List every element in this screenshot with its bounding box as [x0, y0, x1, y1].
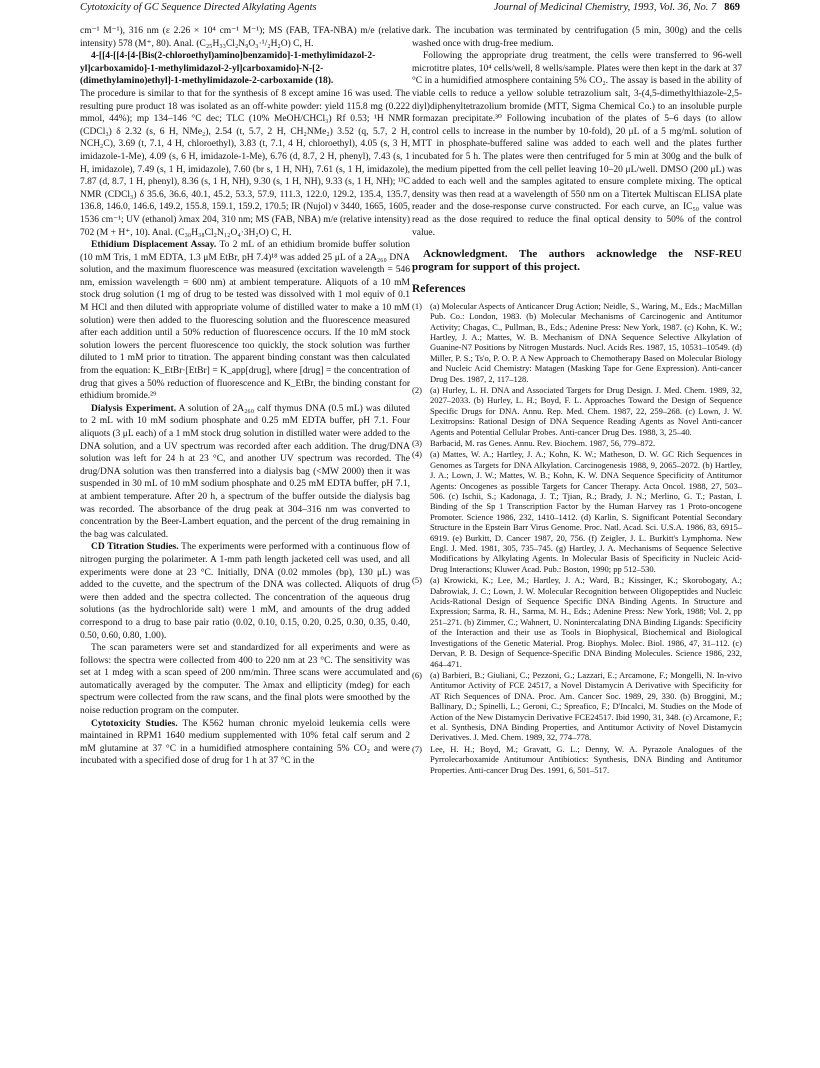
reference-item	[412, 301, 742, 384]
reference-item	[412, 438, 742, 448]
cd-titration-heading: CD Titration Studies.	[91, 542, 179, 553]
page-number: 869	[724, 2, 740, 13]
cd-titration-paragraph	[80, 541, 410, 642]
acknowledgment-paragraph	[412, 248, 742, 274]
journal-citation: Journal of Medicinal Chemistry, 1993, Vol. 36, No. 7	[493, 2, 717, 13]
reference-number: (4)	[412, 449, 422, 460]
acknowledgment-heading: Acknowledgment.	[423, 248, 508, 261]
running-head-title: Cytotoxicity of GC Sequence Directed Alkylating Agents	[80, 2, 317, 13]
dialysis-heading: Dialysis Experiment.	[91, 403, 177, 414]
reference-text: Barbacid, M. ras Genes. Annu. Rev. Biochem. 1987, 56, 779–872.	[430, 437, 656, 448]
cytotoxicity-text: The K562 human chronic myeloid leukemia cells were maintained in RPM1 1640 medium supplemented with 10% fetal calf serum and 2 mM glutamine at 37 °C in a humidified atmosphere containing 5% CO₂ and were incubated with a specified dose of drug for 1 h at 37 °C in the	[80, 718, 410, 767]
compound-18-title: 4-[[4-[[4-[4-[Bis(2-chloroethyl)amino]benzamido]-1-methylimidazol-2-yl]carboxamido]-1-methylimidazol-2-yl]carboxamido]-N-[2-(dimethylamino)ethyl]-1-methylimidazole-2-carboxamide (18).	[80, 51, 376, 87]
running-head	[80, 2, 740, 18]
continued-paragraph-right: dark. The incubation was terminated by centrifugation (5 min, 300g) and the cells washed once with drug-free medium.	[412, 26, 742, 49]
reference-text: Lee, H. H.; Boyd, M.; Gravatt, G. L.; Denny, W. A. Pyrazole Analogues of the Pyrrolecarboxamide Antitumour Antibiotics: Synthesis, DNA Binding and Antitumor Properties. Anti-cancer Drug Des. 1991, 6, 501–517.	[430, 743, 742, 775]
reference-text: (a) Molecular Aspects of Anticancer Drug Action; Neidle, S., Waring, M., Eds.; MacMillan Pub. Co.: London, 1983. (b) Molecular Mechanisms of Carcinogenic and Antitumor Activity; Chagas, C., Pullman, B., Eds.; Adenine Press: New York, 1987. (c) Kohn, K. W.; Hartley, J. A.; Mattes, W. B. Mechanism of DNA Sequence Selective Alkylation of Guanine-N7 Positions by Nitrogen Mustards. Nucl. Acids Res. 1987, 15, 10531–10549. (d) Miller, P. S.; Ts'o, P. O. P. A New Approach to Chemotherapy Based on Molecular Biology and Nucleic Acid Chemistry: Matagen (Masking Tape for Gene Expression). Anti-cancer Drug Des. 1987, 2, 117–128.	[430, 300, 742, 384]
reference-number: (1)	[412, 300, 422, 311]
cytotoxicity-paragraph	[80, 718, 410, 768]
reference-number: (2)	[412, 384, 422, 395]
dialysis-text: A solution of 2A₂₆₀ calf thymus DNA (0.5 mL) was diluted to 2 mL with 10 mM sodium phosphate and 0.25 mM EDTA buffer, pH 7.1. Four aliquots (3 μL each) of a 1 mM stock drug solution in distilled water were added to the DNA solution, and a UV spectrum was recorded after each addition. The drug/DNA solution was left for 24 h at 23 °C, and another UV spectrum was recorded. The drug/DNA solution was then transferred into a dialysis bag (<MW 2000) then it was suspended in 30 mL of 10 mM sodium phosphate and 0.25 mM EDTA buffer, pH 7.1, at ambient temperature. After 20 h, a spectrum of the buffer outside the dialysis bag was recorded. The absorbance of the drug peak at 304–316 nm was converted to concentration by the Beer-Lambert equation, and the percent of the drug remaining in the bag was calculated.	[80, 403, 410, 540]
cytotoxicity-heading: Cytotoxicity Studies.	[91, 718, 178, 729]
references-heading: References	[412, 283, 466, 296]
reference-text: (a) Krowicki, K.; Lee, M.; Hartley, J. A.; Ward, B.; Kissinger, K.; Skorobogaty, A.; Dabrowiak, J. C.; Lown, J. W. Molecular Recognition between Oligopeptides and Nucleic Acids-Rational Design of Sequence Specific DNA Binding Agents. In Structure and Expression; Sarma, R. H., Sarma, M. H., Eds.; Adenine Press: New York, 1988; Vol. 2, pp 251–271. (b) Zimmer, C.; Wahnert, U. Nonintercalating DNA Binding Ligands: Specificity of the Interaction and their use as Tools in Biophysical, Biochemical and Biological Investigations of the Genetic Material. Prog. Biophys. Molec. Biol. 1986, 47, 31–112. (c) Dervan, P. B. Design of Sequence-Specific DNA Binding Molecules. Science 1986, 232, 464–471.	[430, 575, 742, 669]
scan-parameters-paragraph: The scan parameters were set and standardized for all experiments and were as follows: the spectra were collected from 400 to 220 nm at 23 °C. The sensitivity was set at 1 mdeg with a scan speed of 200 nm/min. Three scans were accumulated and automatically averaged by the computer. The λmax and ellipticity (mdeg) for each spectrum were collected from the raw scans, and the final plots were smoothed by the noise reduction program on the computer.	[80, 643, 410, 717]
reference-item	[412, 670, 742, 743]
left-column	[80, 25, 410, 768]
reference-item	[412, 744, 742, 775]
reference-item	[412, 449, 742, 574]
reference-text: (a) Barbieri, B.; Giuliani, C.; Pezzoni, G.; Lazzari, E.; Arcamone, F.; Mongelli, N. In-vivo Antitumor Activity of FCE 24517, a Novel Distamycin A Derivative with Specificity for AT Rich Sequences of DNA. Proc. Am. Cancer Soc. 1989, 29, 330. (b) Broggini, M.; Ballinary, D.; Spinelli, L.; Geroni, C.; Spreafico, F.; D'Incalci, M. Studies on the Mode of Action of the New Distamycin Derivative FCE24517. Ibid 1990, 31, 348. (c) Arcamone, F.; et al. Synthesis, DNA Binding Properties, and Antitumor Activity of Novel Distamycin Derivatives. J. Med. Chem. 1989, 32, 774–778.	[430, 669, 742, 743]
reference-number: (3)	[412, 437, 422, 448]
reference-number: (5)	[412, 575, 422, 586]
acknowledgment-text: The authors acknowledge the NSF-REU program for support of this project.	[412, 248, 742, 274]
dialysis-paragraph	[80, 403, 410, 542]
reference-item	[412, 575, 742, 669]
reference-text: (a) Hurley, L. H. DNA and Associated Targets for Drug Design. J. Med. Chem. 1989, 32, 2027–2033. (b) Hurley, L. H.; Boyd, F. L. Approaches Toward the Design of Sequence Specific Drugs for DNA. Annu. Rep. Med. Chem. 1987, 22, 259–268. (c) Lown, J. W. Lexitropsins: Rational Design of DNA Sequence Reading Agents as Novel Anti-cancer Agents and Potential Cellular Probes. Anti-cancer Drug Des. 1988, 3, 25–40.	[430, 384, 742, 437]
reference-number: (6)	[412, 669, 422, 680]
mtt-assay-paragraph: Following the appropriate drug treatment, the cells were transferred to 96-well microtitre plates, 10⁴ cells/well, 8 wells/sample. Plates were then kept in the dark at 37 °C in a humidified atmosphere containing 5% CO₂. The assay is based in the ability of viable cells to reduce a yellow soluble tetrazolium salt, 3-(4,5-dimethylthiazole-2,5-diyl)diphenyltetrazolium bromide (MTT, Sigma Chemical Co.) to an insoluble purple formazan precipitate.³⁰ Following incubation of the plates of 5–6 days (to allow control cells to increase in the number by 10-fold), 20 μL of a 5 mg/mL solution of MTT in phosphate-buffered saline was added to each well and the plates further incubated for 5 h. The plates were then centrifuged for 5 min at 300g and the bulk of the medium pipetted from the cell pellet leaving 10–20 μL/well. DMSO (200 μL) was added to each well and the samples agitated to ensure complete mixing. The optical density was then read at a wavelength of 550 nm on a Titertek Multiscan ELISA plate reader and the dose-response curve constructed. For each curve, an IC₅₀ value was read as the dose required to reduce the final optical density to 50% of the control value.	[412, 51, 742, 238]
ethidium-assay-text: To 2 mL of an ethidium bromide buffer solution (10 mM Tris, 1 mM EDTA, 1.3 μM EtBr, pH 7.4)¹⁸ was added 25 μL of a 2A₂₆₀ DNA solution, and the maximum fluorescence was measured (excitation wavelength = 546 nm, emission wavelength = 600 nm) at ambient temperature. Aliquots of a 10 mM stock drug solution (1 mg of drug to be tested was dissolved with 1 mol equiv of 0.1 M HCl and then diluted with appropriate volume of distilled water to make a 10 mM solution) were then added to the fluorescing solution and the fluorescence measured after each addition until a 50% reduction of fluorescence occurs. If the 10 mM stock solution lowers the percent fluorescence too quickly, the stock solution was further diluted to 1 mM prior to titration. The apparent binding constant was then calculated from the equation: K_EtBr·[EtBr] = K_app[drug], where [drug] = the concentration of drug that gives a 50% reduction of fluorescence and K_EtBr, the binding constant for ethidium bromide.²⁹	[80, 240, 410, 402]
reference-number: (7)	[412, 743, 422, 754]
cd-titration-text: The experiments were performed with a continuous flow of nitrogen purging the polarimeter. A 1-mm path length jacketed cell was used, and all experiments were done at 23 °C. Initially, DNA (0.02 mmoles (bp), 130 μL) was added to the cuvette, and the spectrum of the DNA was collected. Aliquots of drug were then added and the spectra collected. The concentration of the aqueous drug solutions (as the hydrochloride salt) were 1 mM, and amounts of the drug added correspond to a drug to base pair ratio (0.02, 0.10, 0.15, 0.20, 0.25, 0.30, 0.35, 0.40, 0.50, 0.60, 0.80, 1.00).	[80, 542, 410, 641]
reference-item	[412, 385, 742, 437]
ethidium-assay-paragraph	[80, 239, 410, 403]
running-head-journal	[494, 2, 740, 13]
compound-18-procedure: The procedure is similar to that for the synthesis of 8 except amine 16 was used. The resulting pure product 18 was isolated as an off-white powder: yield 115.8 mg (0.222 mmol, 44%); mp 134–146 °C dec; TLC (10% MeOH/CHCl₃) Rf 0.53; ¹H NMR (CDCl₃) δ 2.32 (s, 6 H, NMe₂), 2.54 (t, 5.7, 2 H, CH₂NMe₂) 3.52 (q, 5.7, 2 H, NCH₂C), 3.69 (t, 7.1, 4 H, chloroethyl), 3.83 (t, 7.1, 4 H, chloroethyl), 4.05 (s, 3 H, imidazole-1-Me), 4.09 (s, 6 H, imidazole-1-Me), 6.76 (d, 8.7, 2 H, phenyl), 7.43 (s, 1 H, imidazole), 7.49 (s, 1 H, imidazole), 7.60 (br s, 1 H, NH), 7.61 (s, 1 H, imidazole), 7.87 (d, 8.7, 1 H, phenyl), 8.36 (s, 1 H, NH), 9.30 (s, 1 H, NH), 9.33 (s, 1 H, NH); ¹³C NMR (CDCl₃) δ 35.6, 36.6, 40.1, 45.2, 53.3, 57.9, 111.3, 122.0, 129.2, 135.4, 135.7, 136.8, 146.0, 146.6, 149.2, 155.8, 159.1, 159.2, 170.5; IR (Nujol) ν 3440, 1665, 1605, 1536 cm⁻¹; UV (ethanol) λmax 204, 310 nm; MS (FAB, NBA) m/e (relative intensity) 702 (M + H⁺, 10). Anal. (C₃₀H₃₈Cl₂N₁₂O₄·3H₂O) C, H.	[80, 88, 410, 238]
right-column	[412, 25, 742, 776]
ethidium-assay-heading: Ethidium Displacement Assay.	[91, 240, 217, 251]
reference-list	[412, 301, 742, 775]
continued-paragraph: cm⁻¹ M⁻¹), 316 nm (ε 2.26 × 10⁴ cm⁻¹ M⁻¹); MS (FAB, TFA-NBA) m/e (relative intensity) 578 (M⁺, 80). Anal. (C₂₅H₃₃Cl₂N₉O₃·¹/₂H₂O) C, H.	[80, 26, 410, 49]
reference-text: (a) Mattes, W. A.; Hartley, J. A.; Kohn, K. W.; Matheson, D. W. GC Rich Sequences in Genomes as Targets for DNA Alkylation. Carcinogenesis 1988, 9, 2065–2072. (b) Hartley, J. A.; Lown, J. W.; Mattes, W. B.; Kohn, K. W. DNA Sequence Specificity of Antitumor Agents: Oncogenes as possible Targets for Cancer Therapy. Acta Oncol. 1988, 27, 503–506. (c) Ischii, S.; Kadonaga, J. T.; Tjian, R.; Brady, J. N.; Merlino, G. T.; Pastan, I. Binding of the Sp 1 Transcription Factor by the Human Harvey ras 1 Proto-oncogene Promoter. Science 1986, 232, 1410–1412. (d) Karlin, S. Significant Potential Secondary Structure in the Epstein Barr Virus Genome. Proc. Natl. Acad. Sci. U.S.A. 1986, 83, 6915–6919. (e) Burkitt, D. Cancer 1987, 20, 756. (f) Zeigler, J. L. Burkitt's Lymphoma. New Engl. J. Med. 1981, 305, 735–745. (g) Hartley, J. A. Mechanisms of Sequence Selective Modifications by Alkylating Agents. In Molecular Basis of Specificity in Nucleic Acid-Drug Interactions; Kluwer Acad. Pub.: Boston, 1990; pp 512–530.	[430, 449, 742, 574]
